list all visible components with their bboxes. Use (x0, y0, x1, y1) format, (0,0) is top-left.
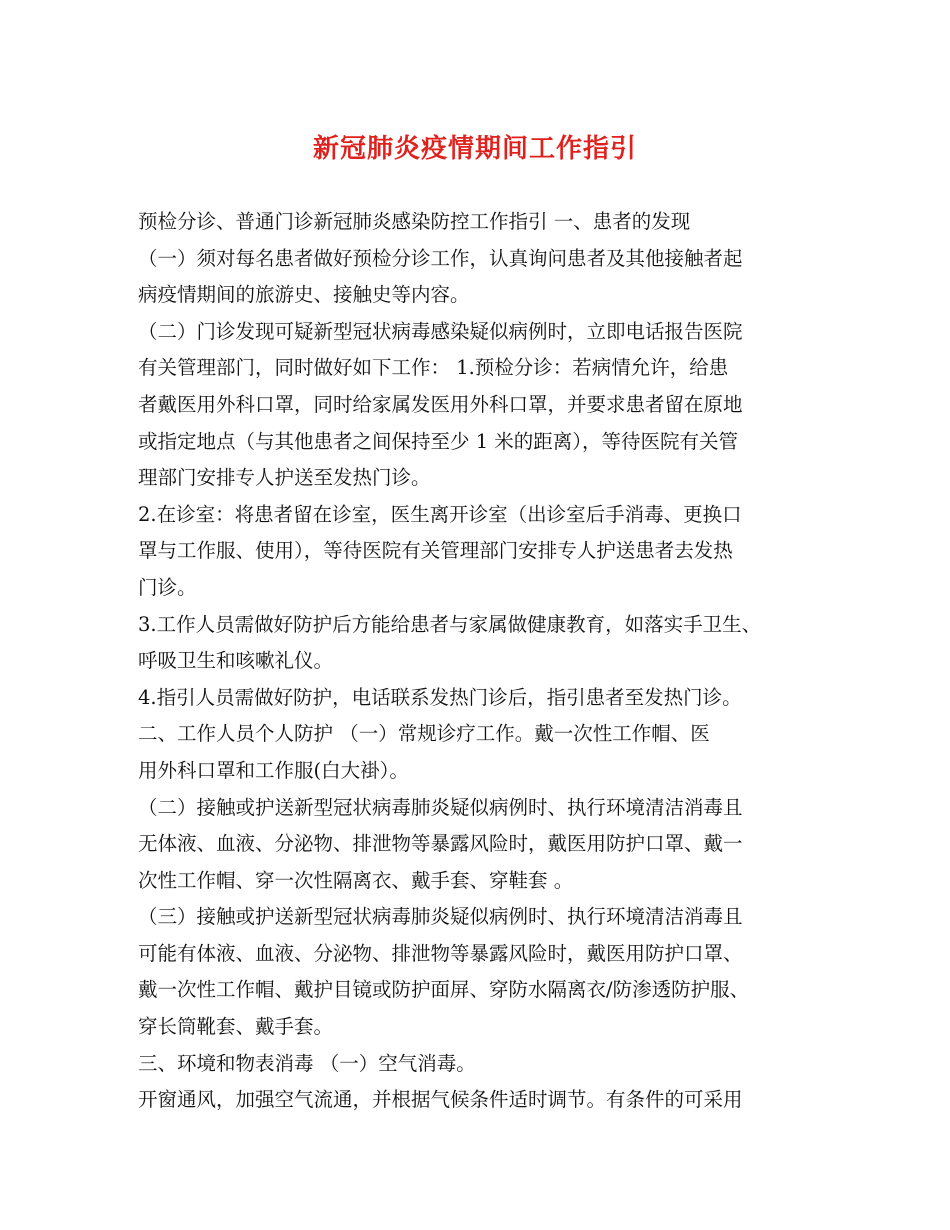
text-line: 者戴医用外科口罩，同时给家属发医用外科口罩，并要求患者留在原地 (138, 392, 743, 416)
text-line: 理部门安排专人护送至发热门诊。 (138, 466, 431, 490)
text-line: 用外科口罩和工作服(白大褂）。 (138, 758, 409, 782)
text-line: 无体液、血液、分泌物、排泄物等暴露风险时，戴医用防护口罩、戴一 (138, 832, 743, 856)
text-line: 有关管理部门，同时做好如下工作： 1.预检分诊：若病情允许，给患 (138, 356, 729, 380)
text-line: 3.工作人员需做好防护后方能给患者与家属做健康教育，如落实手卫生、 (138, 612, 762, 636)
text-line: （二）门诊发现可疑新型冠状病毒感染疑似病例时，立即电话报告医院 (138, 319, 743, 343)
text-line: 开窗通风，加强空气流通，并根据气候条件适时调节。有条件的可采用 (138, 1088, 743, 1112)
text-line: （一）须对每名患者做好预检分诊工作，认真询问患者及其他接触者起 (138, 246, 743, 270)
document-title: 新冠肺炎疫情期间工作指引 (312, 134, 637, 164)
text-line: 病疫情期间的旅游史、接触史等内容。 (138, 283, 470, 307)
text-line: 次性工作帽、穿一次性隔离衣、戴手套、穿鞋套 。 (138, 868, 574, 892)
text-line: 2.在诊室：将患者留在诊室，医生离开诊室（出诊室后手消毒、更换口 (138, 502, 742, 526)
text-line: （三）接触或护送新型冠状病毒肺炎疑似病例时、执行环境清洁消毒且 (138, 905, 743, 929)
text-line: 或指定地点（与其他患者之间保持至少 1 米的距离），等待医院有关管 (138, 429, 739, 453)
text-line: 三、环境和物表消毒 （一）空气消毒。 (138, 1051, 476, 1075)
document-body (138, 204, 828, 1119)
text-line: 罩与工作服、使用），等待医院有关管理部门安排专人护送患者去发热 (138, 539, 733, 563)
text-line: 4.指引人员需做好防护，电话联系发热门诊后，指引患者至发热门诊。 (138, 685, 742, 709)
text-line: 穿长筒靴套、戴手套。 (138, 1015, 334, 1039)
text-line: （二）接触或护送新型冠状病毒肺炎疑似病例时、执行环境清洁消毒且 (138, 795, 743, 819)
text-line: 戴一次性工作帽、戴护目镜或防护面屏、穿防水隔离衣/防渗透防护服、 (138, 978, 750, 1002)
text-line: 门诊。 (138, 575, 197, 599)
text-line: 可能有体液、血液、分泌物、排泄物等暴露风险时，戴医用防护口罩、 (138, 941, 743, 965)
text-line: 呼吸卫生和咳嗽礼仪。 (138, 649, 334, 673)
text-line: 预检分诊、普通门诊新冠肺炎感染防控工作指引 一、患者的发现 (138, 210, 691, 233)
text-line: 二、工作人员个人防护 （一）常规诊疗工作。戴一次性工作帽、医 (138, 722, 710, 746)
